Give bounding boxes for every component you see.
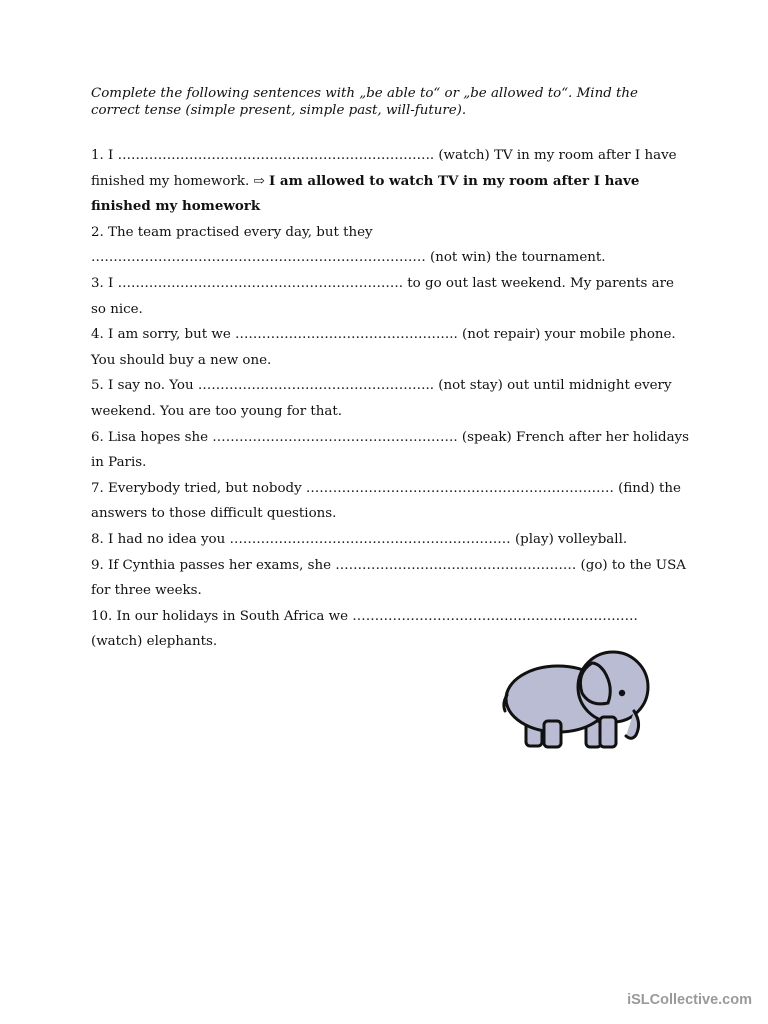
exercise-item: 6. Lisa hopes she ………………………………………………. (speak) French after her holidays in Paris. — [91, 429, 689, 471]
exercise-item: 3. I ………………………………………………………. to go out last weekend. My parents are so nice. — [91, 275, 674, 317]
exercise-list — [91, 143, 691, 655]
arrow-icon: ⇨ — [253, 173, 265, 189]
exercise-item: 4. I am sorry, but we ………………………………………….. (not repair) your mobile phone. You should buy a new one. — [91, 327, 676, 368]
exercise-item — [91, 143, 691, 220]
elephant-back-leg — [544, 721, 561, 747]
exercise-item-text: 1. I …………………………………………………………….. (watch) TV in my room after I have finished my homework. — [91, 148, 677, 189]
exercise-item: 8. I had no idea you ……………………………………………………… (play) volleyball. — [91, 531, 628, 547]
exercise-item: 2. The team practised every day, but they ………………………………………………………………… (not win) the tournament. — [91, 224, 606, 266]
example-answer: I am allowed to watch TV in my room after I have finished my homework — [91, 172, 640, 215]
elephant-front-leg — [600, 717, 616, 747]
watermark: iSLCollective.com — [627, 992, 752, 1008]
elephant-illustration — [500, 643, 656, 751]
exercise-item: 9. If Cynthia passes her exams, she ……………………………………………… (go) to the USA for three weeks. — [91, 557, 686, 599]
exercise-item: 5. I say no. You …………………………………………….. (not stay) out until midnight every weekend. You are too young for that. — [91, 378, 672, 419]
instructions-text: Complete the following sentences with „be able to“ or „be allowed to“. Mind the correct tense (simple present, simple past, will-future). — [91, 86, 638, 118]
exercise-item: 10. In our holidays in South Africa we ………………………………………………………. (watch) elephants. — [91, 608, 638, 650]
elephant-eye — [619, 690, 625, 696]
exercise-item: 7. Everybody tried, but nobody …………………………………………………………… (find) the answers to those difficult questions. — [91, 480, 681, 522]
